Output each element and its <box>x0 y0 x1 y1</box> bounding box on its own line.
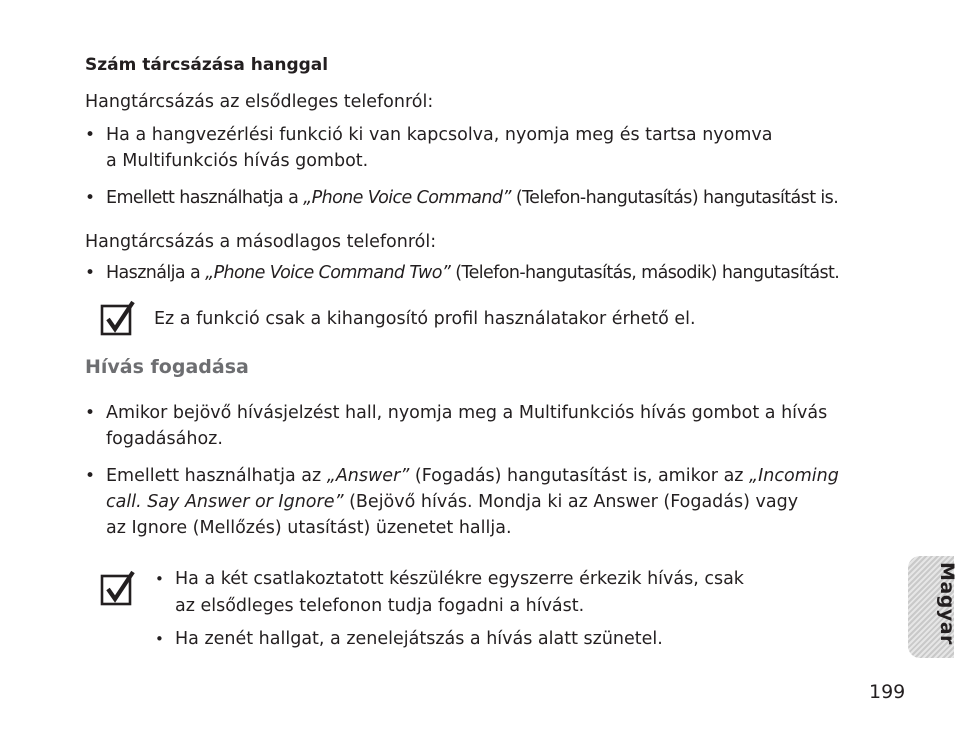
secondary-bullet-1: Használja a „Phone Voice Command Two” (Telefon-hangutasítás, második) hangutasítást. <box>106 263 840 283</box>
language-tab-label: Magyar <box>936 562 958 645</box>
page-number: 199 <box>869 681 906 703</box>
receive-bullet-1-line-1: Amikor bejövő hívásjelzést hall, nyomja meg a Multifunkciós hívás gombot a hívás <box>106 403 828 423</box>
note-hands-free-profile: Ez a funkció csak a kihangosító profil használatakor érhető el. <box>154 309 696 329</box>
primary-bullet-1-line-1: Ha a hangvezérlési funkció ki van kapcsolva, nyomja meg és tartsa nyomva <box>106 125 773 145</box>
language-side-tab <box>908 556 958 658</box>
bullet-marker: • <box>85 466 96 486</box>
incoming-call-term-start: „Incoming <box>749 466 839 486</box>
primary-bullet-1-line-2: a Multifunkciós hívás gombot. <box>106 151 369 171</box>
phone-voice-command-term: „Phone Voice Command” <box>303 188 511 208</box>
primary-bullet-2: Emellett használhatja a „Phone Voice Command” (Telefon-hangutasítás) hangutasítást is. <box>106 188 839 208</box>
note-bullet-marker: • <box>155 570 164 588</box>
bullet-marker: • <box>85 263 96 283</box>
bullet-marker: • <box>85 188 96 208</box>
note2-item-1-line-1: Ha a két csatlakoztatott készülékre egyszerre érkezik hívás, csak <box>175 569 744 589</box>
secondary-phone-intro: Hangtárcsázás a másodlagos telefonról: <box>85 232 437 252</box>
bullet-marker: • <box>85 403 96 423</box>
receive-bullet-2-line-1: Emellett használhatja az „Answer” (Fogadás) hangutasítást is, amikor az „Incoming <box>106 466 839 486</box>
note2-item-1-line-2: az elsődleges telefonon tudja fogadni a hívást. <box>175 596 585 616</box>
phone-voice-command-two-term: „Phone Voice Command Two” <box>205 263 451 283</box>
checkbox-note-icon <box>100 300 136 336</box>
bullet-marker: • <box>85 125 96 145</box>
primary-phone-intro: Hangtárcsázás az elsődleges telefonról: <box>85 92 434 112</box>
voice-dial-heading: Szám tárcsázása hanggal <box>85 55 329 75</box>
checkbox-note-icon <box>100 570 136 606</box>
answer-term: „Answer” <box>326 466 410 486</box>
note-bullet-marker: • <box>155 630 164 648</box>
receive-bullet-1-line-2: fogadásához. <box>106 429 223 449</box>
incoming-call-term-end: call. Say Answer or Ignore” <box>106 492 344 512</box>
note2-item-2: Ha zenét hallgat, a zenelejátszás a hívás alatt szünetel. <box>175 629 663 649</box>
receive-call-heading: Hívás fogadása <box>85 356 249 378</box>
receive-bullet-2-line-2: call. Say Answer or Ignore” (Bejövő hívás. Mondja ki az Answer (Fogadás) vagy <box>106 492 799 512</box>
receive-bullet-2-line-3: az Ignore (Mellőzés) utasítást) üzenetet hallja. <box>106 518 512 538</box>
